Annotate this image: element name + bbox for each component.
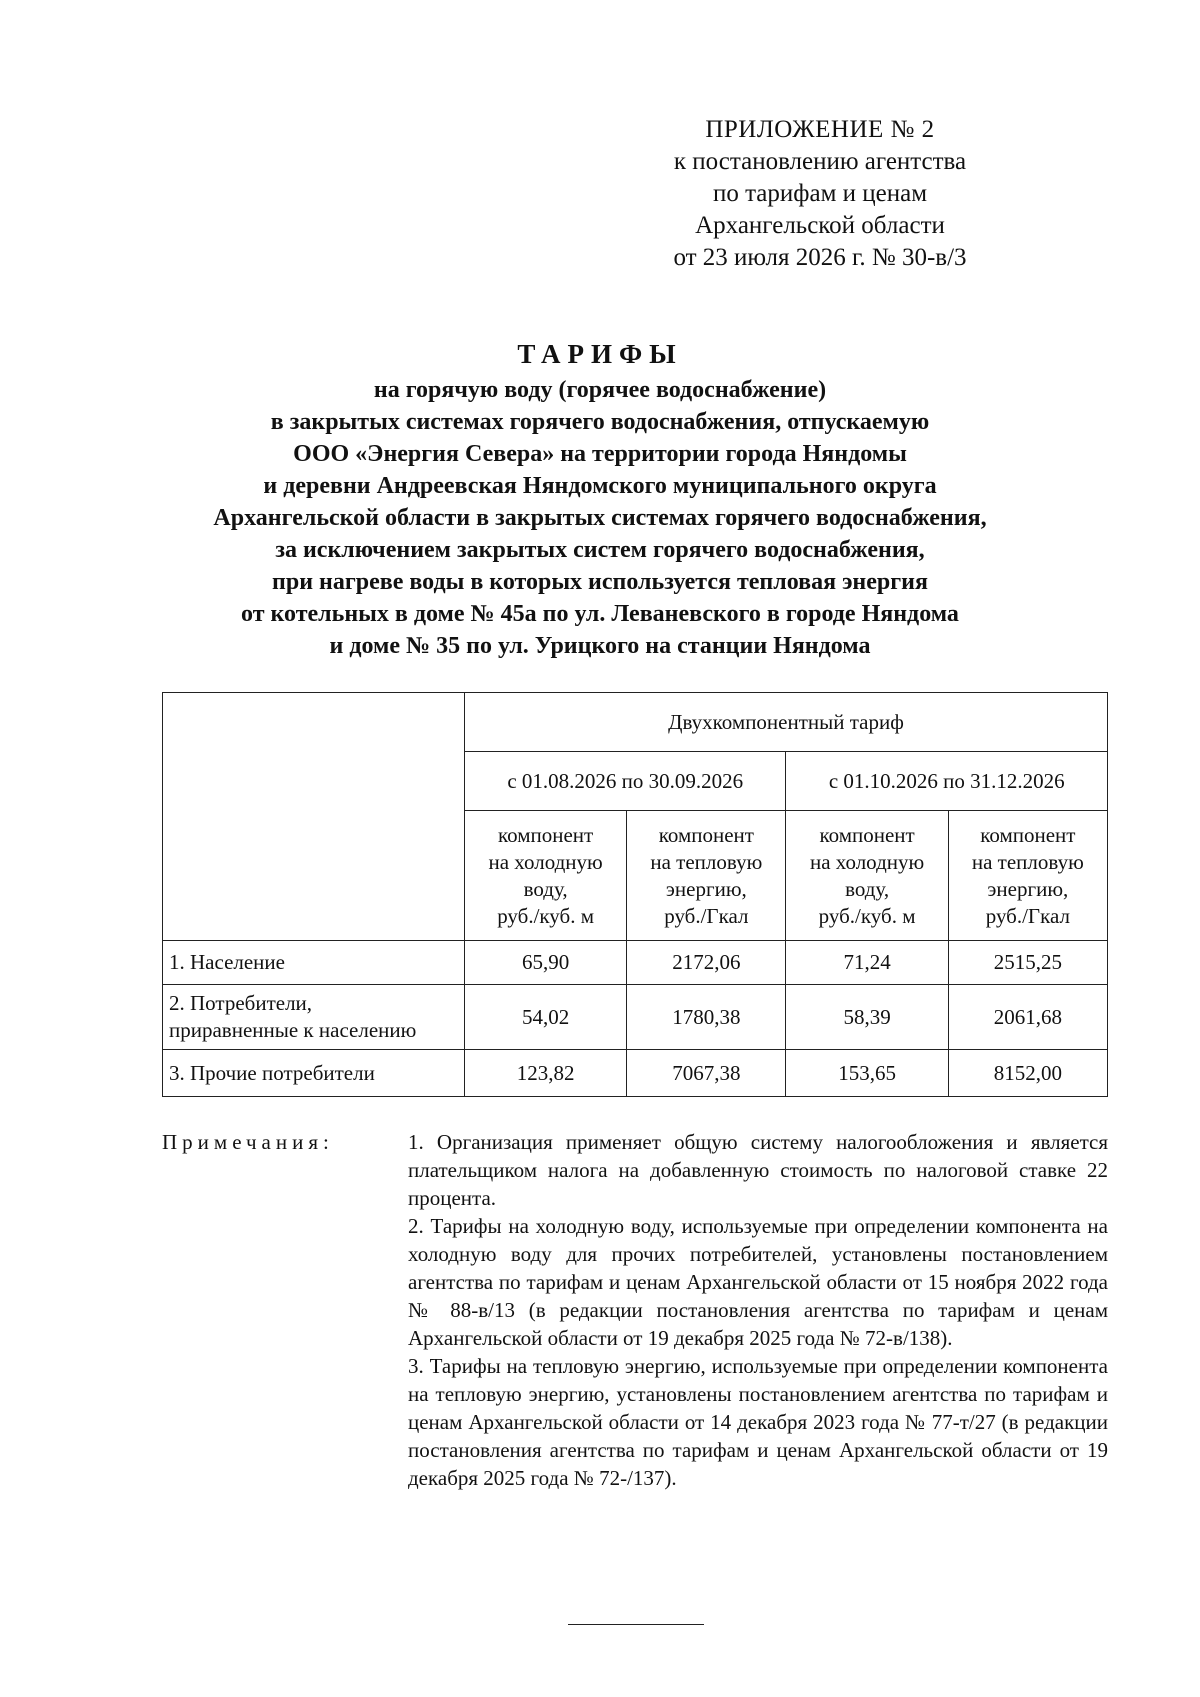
end-divider <box>568 1624 704 1625</box>
component-text: на холодную <box>809 849 925 874</box>
row-label-text: 1. Население <box>169 950 285 974</box>
component-cell <box>465 811 627 941</box>
appendix-line: по тарифам и ценам <box>712 180 928 207</box>
component-cell <box>948 811 1107 941</box>
component-text: на холодную <box>488 849 603 874</box>
appendix-line: от 23 июля 2026 г. № 30-в/3 <box>673 244 967 271</box>
title-line: Архангельской области в закрытых системах горячего водоснабжения, <box>213 505 987 531</box>
title-line: на горячую воду (горячее водоснабжение) <box>373 377 827 403</box>
table-corner-cell <box>163 693 465 941</box>
appendix-block <box>630 114 1010 274</box>
title-line: от котельных в доме № 45а по ул. Леваневского в городе Няндома <box>241 601 959 627</box>
component-cell <box>786 811 948 941</box>
component-text: компонент <box>980 822 1076 847</box>
component-text: энергию, <box>987 876 1069 901</box>
title-line: и деревни Андреевская Няндомского муниципального округа <box>263 473 937 499</box>
note-item: 1. Организация применяет общую систему налогообложения и является плательщиком налога на добавленную стоимость по налоговой ставке 22 процента. <box>408 1130 1108 1210</box>
note-item: 2. Тарифы на холодную воду, используемые при определении компонента на холодную воду для прочих потребителей, установлены постановлением агентства по тарифам и ценам Архангельской области от 15 ноября 2022 года № 88-в/13 (в редакции постановления агентства по тарифам и ценам Архангельской области от 19 декабря 2025 года № 72-в/138). <box>408 1214 1108 1350</box>
row-label <box>163 1050 465 1097</box>
table-cell: 8152,00 <box>948 1050 1107 1097</box>
table-cell: 2515,25 <box>948 941 1107 985</box>
component-text: компонент <box>497 822 594 847</box>
title-line: в закрытых системах горячего водоснабжения, отпускаемую <box>270 409 930 435</box>
table-header-row <box>163 693 1108 752</box>
document-title <box>60 336 1140 662</box>
notes-label: Примечания: <box>162 1130 334 1154</box>
appendix-line: Архангельской области <box>695 212 945 239</box>
table-cell: 54,02 <box>465 985 627 1050</box>
component-text: на тепловую <box>971 849 1084 874</box>
appendix-title: ПРИЛОЖЕНИЕ № 2 <box>705 116 935 143</box>
period-cell: с 01.10.2026 по 31.12.2026 <box>786 752 1108 811</box>
table-cell: 65,90 <box>465 941 627 985</box>
table-cell: 7067,38 <box>627 1050 786 1097</box>
row-label <box>163 985 465 1050</box>
component-cell <box>627 811 786 941</box>
title-line: и доме № 35 по ул. Урицкого на станции Няндома <box>329 633 871 659</box>
table-cell: 2172,06 <box>627 941 786 985</box>
component-unit: руб./Гкал <box>985 903 1070 928</box>
component-text: на тепловую <box>650 849 763 874</box>
table-row <box>163 985 1108 1050</box>
component-text: компонент <box>658 822 754 847</box>
table-row <box>163 941 1108 985</box>
table-cell: 123,82 <box>465 1050 627 1097</box>
row-label-text: 2. Потребители, <box>169 991 313 1015</box>
appendix-line: к постановлению агентства <box>673 148 967 175</box>
title-subtitle <box>60 374 1140 662</box>
table-cell: 71,24 <box>786 941 948 985</box>
notes-list <box>408 1128 1108 1492</box>
table-cell: 2061,68 <box>948 985 1107 1050</box>
component-text: воду, <box>845 876 890 901</box>
header-main-cell: Двухкомпонентный тариф <box>465 693 1108 752</box>
tariff-table <box>162 692 1108 1097</box>
component-unit: руб./Гкал <box>664 903 749 928</box>
component-text: воду, <box>523 876 568 901</box>
row-label <box>163 941 465 985</box>
table-row <box>163 1050 1108 1097</box>
row-label-text: приравненные к населению <box>169 1018 417 1042</box>
note-item: 3. Тарифы на тепловую энергию, используемые при определении компонента на тепловую энергию, установлены постановлением агентства по тарифам и ценам Архангельской области от 14 декабря 2023 года № 77-т/27 (в редакции постановления агентства по тарифам и ценам Архангельской области от 19 декабря 2025 года № 72-/137). <box>408 1354 1108 1490</box>
title-line: ООО «Энергия Севера» на территории города Няндомы <box>293 441 907 467</box>
table-cell: 1780,38 <box>627 985 786 1050</box>
title-line: при нагреве воды в которых используется тепловая энергия <box>272 569 928 595</box>
component-unit: руб./куб. м <box>818 903 916 928</box>
table-cell: 58,39 <box>786 985 948 1050</box>
table-cell: 153,65 <box>786 1050 948 1097</box>
component-text: компонент <box>819 822 915 847</box>
row-label-text: 3. Прочие потребители <box>169 1060 375 1085</box>
component-text: энергию, <box>665 876 747 901</box>
period-cell: с 01.08.2026 по 30.09.2026 <box>465 752 786 811</box>
component-unit: руб./куб. м <box>497 903 595 928</box>
title-heading: ТАРИФЫ <box>517 339 683 369</box>
title-line: за исключением закрытых систем горячего водоснабжения, <box>275 537 925 563</box>
